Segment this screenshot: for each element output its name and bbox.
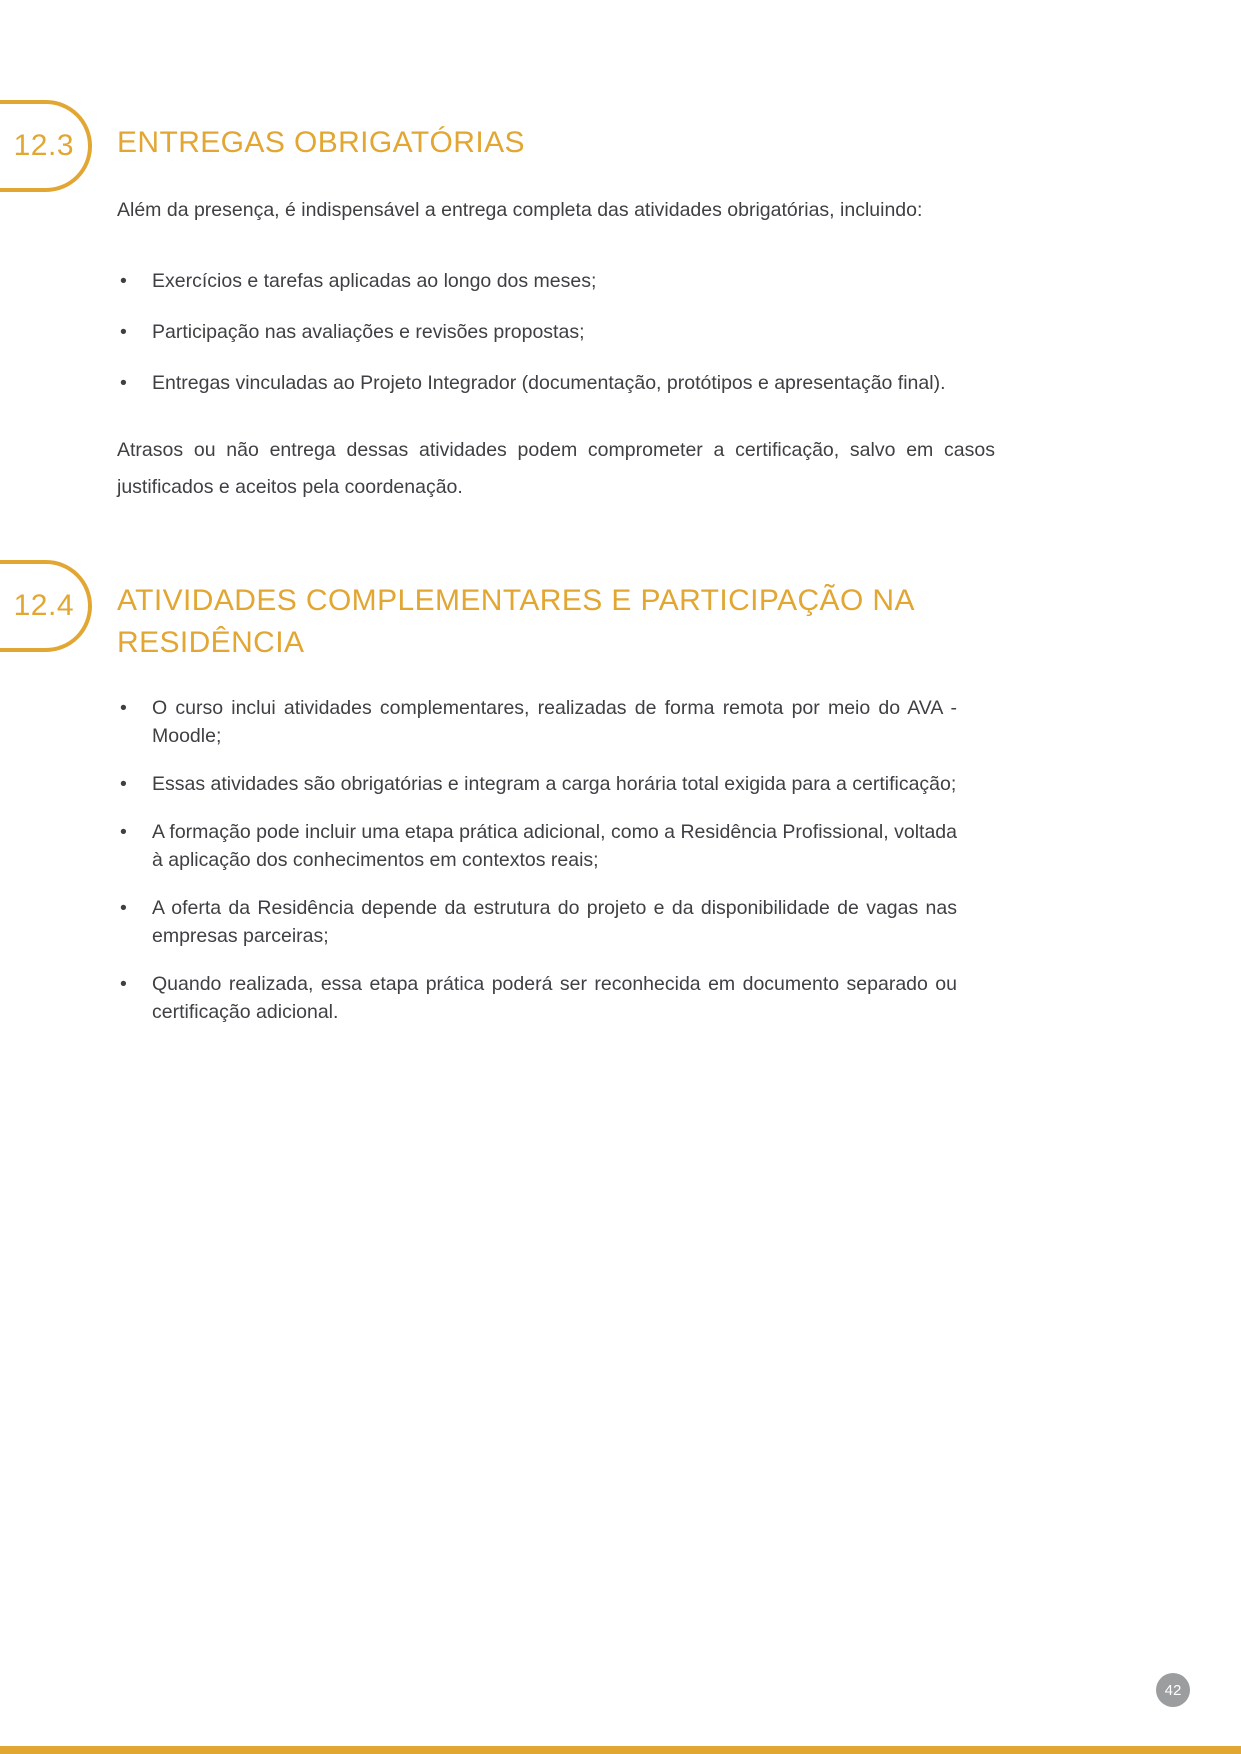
list-item: • A oferta da Residência depende da estrutura do projeto e da disponibilidade de vagas nas empresas parceiras;: [117, 894, 957, 950]
section-closing-paragraph: Atrasos ou não entrega dessas atividades podem comprometer a certificação, salvo em casos justificados e aceitos pela coordenação.: [117, 439, 995, 498]
section-title: ENTREGAS OBRIGATÓRIAS: [117, 126, 525, 159]
list-item: • A formação pode incluir uma etapa prática adicional, como a Residência Profissional, voltada à aplicação dos conhecimentos em contextos reais;: [117, 818, 957, 874]
list-item: • Quando realizada, essa etapa prática poderá ser reconhecida em documento separado ou certificação adicional.: [117, 970, 957, 1026]
list-item: • Exercícios e tarefas aplicadas ao longo dos meses;: [117, 265, 1177, 297]
footer-accent-bar: [0, 1746, 1241, 1754]
list-item: • Essas atividades são obrigatórias e integram a carga horária total exigida para a certificação;: [117, 770, 957, 798]
list-item: • O curso inclui atividades complementares, realizadas de forma remota por meio do AVA - Moodle;: [117, 694, 957, 750]
bullet-list: [117, 694, 957, 1046]
bullet-list: [117, 265, 1177, 418]
section-number-badge: 12.3: [0, 100, 92, 192]
section-title: ATIVIDADES COMPLEMENTARES E PARTICIPAÇÃO NA RESIDÊNCIA: [117, 584, 914, 659]
section-intro-paragraph: Além da presença, é indispensável a entrega completa das atividades obrigatórias, incluindo:: [117, 199, 923, 221]
list-item: • Entregas vinculadas ao Projeto Integrador (documentação, protótipos e apresentação final).: [117, 367, 1177, 399]
list-item: • Participação nas avaliações e revisões propostas;: [117, 316, 1177, 348]
page-number-badge: 42: [1156, 1673, 1190, 1707]
section-number-badge: 12.4: [0, 560, 92, 652]
